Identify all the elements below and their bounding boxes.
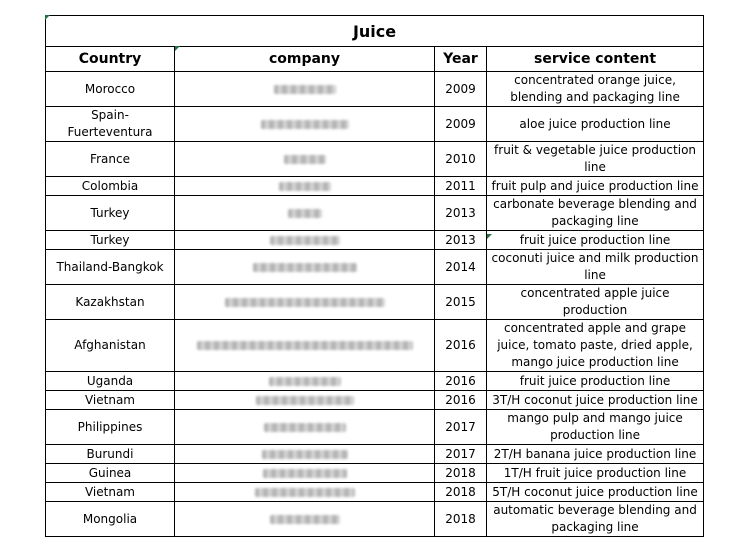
table-row <box>46 196 704 231</box>
cell-country[interactable]: Mongolia <box>46 502 175 537</box>
cell-company[interactable] <box>175 231 435 250</box>
cell-country[interactable]: Turkey <box>46 196 175 231</box>
table-row <box>46 285 704 320</box>
header-company: company <box>175 47 435 72</box>
header-country: Country <box>46 47 175 72</box>
cell-service-content[interactable]: 3T/H coconut juice production line <box>487 391 704 410</box>
cell-service-content[interactable]: concentrated orange juice, blending and packaging line <box>487 72 704 107</box>
cell-company[interactable] <box>175 483 435 502</box>
cell-year[interactable]: 2017 <box>435 410 487 445</box>
cell-year[interactable]: 2013 <box>435 196 487 231</box>
cell-company[interactable] <box>175 410 435 445</box>
table-row <box>46 372 704 391</box>
cell-country[interactable]: Afghanistan <box>46 320 175 372</box>
cell-service-content[interactable]: fruit & vegetable juice production line <box>487 142 704 177</box>
juice-table <box>45 15 704 537</box>
spreadsheet <box>45 15 704 537</box>
cell-service-content[interactable]: 1T/H fruit juice production line <box>487 464 704 483</box>
redacted-company-name <box>262 450 348 459</box>
cell-country[interactable]: Turkey <box>46 231 175 250</box>
cell-country[interactable]: France <box>46 142 175 177</box>
cell-country[interactable]: Kazakhstan <box>46 285 175 320</box>
cell-service-content[interactable]: automatic beverage blending and packaging line <box>487 502 704 537</box>
cell-company[interactable] <box>175 250 435 285</box>
cell-year[interactable]: 2009 <box>435 107 487 142</box>
cell-company[interactable] <box>175 196 435 231</box>
table-row <box>46 250 704 285</box>
cell-comment-marker <box>175 46 180 51</box>
redacted-company-name <box>270 515 340 524</box>
cell-service-content[interactable]: 5T/H coconut juice production line <box>487 483 704 502</box>
cell-year[interactable]: 2013 <box>435 231 487 250</box>
redacted-company-name <box>256 396 354 405</box>
cell-service-content[interactable]: mango pulp and mango juice production line <box>487 410 704 445</box>
cell-country[interactable]: Vietnam <box>46 483 175 502</box>
cell-company[interactable] <box>175 285 435 320</box>
cell-company[interactable] <box>175 107 435 142</box>
header-service-content: service content <box>487 47 704 72</box>
cell-country[interactable]: Philippines <box>46 410 175 445</box>
cell-year[interactable]: 2018 <box>435 464 487 483</box>
table-row <box>46 320 704 372</box>
redacted-company-name <box>255 488 355 497</box>
cell-service-content[interactable]: concentrated apple and grape juice, tomato paste, dried apple, mango juice production line <box>487 320 704 372</box>
cell-company[interactable] <box>175 372 435 391</box>
redacted-company-name <box>284 155 326 164</box>
cell-year[interactable]: 2011 <box>435 177 487 196</box>
redacted-company-name <box>261 120 349 129</box>
cell-country[interactable]: Morocco <box>46 72 175 107</box>
table-title: Juice <box>46 16 704 47</box>
table-row <box>46 445 704 464</box>
table-row <box>46 177 704 196</box>
cell-country[interactable]: Burundi <box>46 445 175 464</box>
cell-service-content[interactable]: fruit juice production line <box>487 231 704 250</box>
cell-year[interactable]: 2010 <box>435 142 487 177</box>
cell-service-content[interactable]: 2T/H banana juice production line <box>487 445 704 464</box>
cell-year[interactable]: 2014 <box>435 250 487 285</box>
cell-service-content[interactable]: coconuti juice and milk production line <box>487 250 704 285</box>
cell-country[interactable]: Guinea <box>46 464 175 483</box>
cell-company[interactable] <box>175 502 435 537</box>
cell-comment-marker <box>487 234 492 239</box>
cell-year[interactable]: 2016 <box>435 320 487 372</box>
cell-country[interactable]: Colombia <box>46 177 175 196</box>
cell-company[interactable] <box>175 177 435 196</box>
cell-company[interactable] <box>175 142 435 177</box>
cell-year[interactable]: 2018 <box>435 483 487 502</box>
cell-company[interactable] <box>175 391 435 410</box>
table-row <box>46 391 704 410</box>
cell-company[interactable] <box>175 464 435 483</box>
table-row <box>46 410 704 445</box>
cell-service-content[interactable]: fruit pulp and juice production line <box>487 177 704 196</box>
cell-year[interactable]: 2016 <box>435 372 487 391</box>
table-row <box>46 142 704 177</box>
table-row <box>46 483 704 502</box>
table-row <box>46 464 704 483</box>
redacted-company-name <box>197 341 413 350</box>
cell-service-content[interactable]: carbonate beverage blending and packaging line <box>487 196 704 231</box>
redacted-company-name <box>269 377 341 386</box>
cell-company[interactable] <box>175 320 435 372</box>
cell-country[interactable]: Uganda <box>46 372 175 391</box>
table-row <box>46 231 704 250</box>
cell-service-content[interactable]: aloe juice production line <box>487 107 704 142</box>
redacted-company-name <box>274 85 336 94</box>
redacted-company-name <box>264 423 346 432</box>
redacted-company-name <box>288 209 322 218</box>
table-row <box>46 502 704 537</box>
cell-year[interactable]: 2009 <box>435 72 487 107</box>
cell-country[interactable]: Thailand-Bangkok <box>46 250 175 285</box>
cell-company[interactable] <box>175 72 435 107</box>
redacted-company-name <box>225 298 385 307</box>
header-year: Year <box>435 47 487 72</box>
cell-year[interactable]: 2016 <box>435 391 487 410</box>
redacted-company-name <box>253 263 357 272</box>
redacted-company-name <box>270 236 340 245</box>
cell-service-content[interactable]: concentrated apple juice production <box>487 285 704 320</box>
cell-comment-marker <box>45 15 50 20</box>
cell-year[interactable]: 2018 <box>435 502 487 537</box>
cell-country[interactable]: Spain-Fuerteventura <box>46 107 175 142</box>
cell-country[interactable]: Vietnam <box>46 391 175 410</box>
cell-company[interactable] <box>175 445 435 464</box>
cell-service-content[interactable]: fruit juice production line <box>487 372 704 391</box>
table-row <box>46 107 704 142</box>
cell-year[interactable]: 2017 <box>435 445 487 464</box>
table-row <box>46 72 704 107</box>
cell-year[interactable]: 2015 <box>435 285 487 320</box>
redacted-company-name <box>279 182 331 191</box>
redacted-company-name <box>263 469 347 478</box>
